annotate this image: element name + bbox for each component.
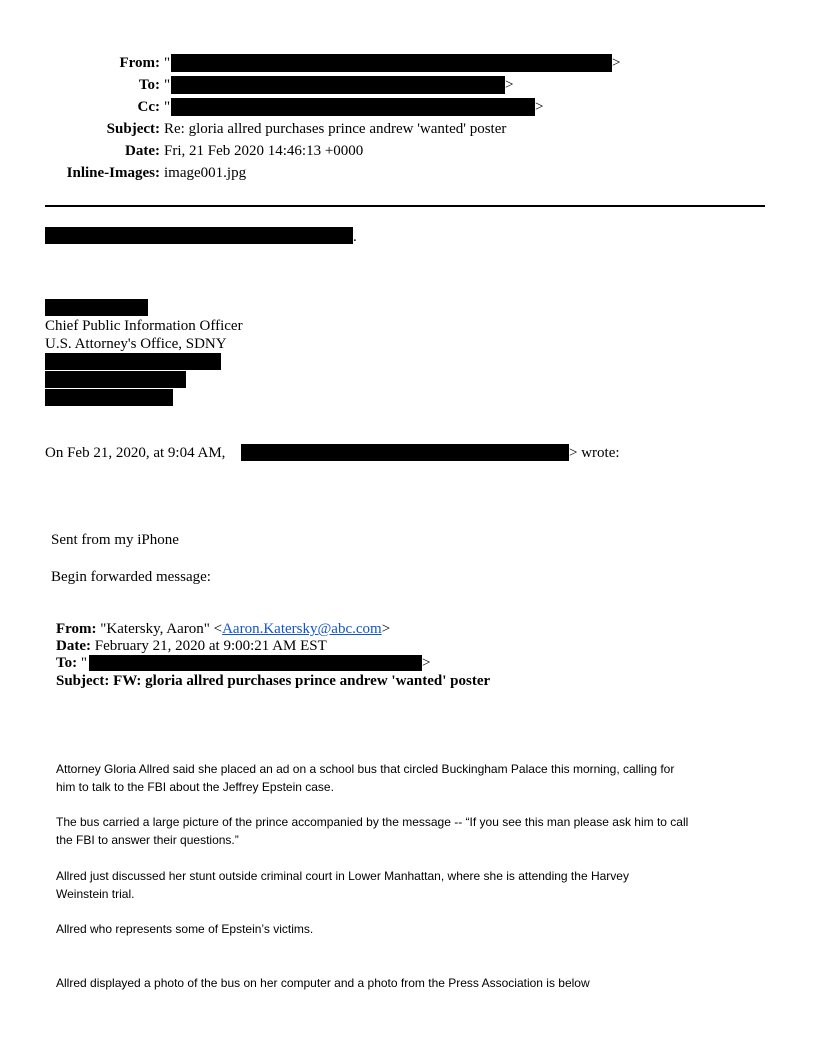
header-cc-suffix: >	[535, 99, 544, 115]
redaction-cc-address	[171, 98, 535, 116]
signature-title: Chief Public Information Officer	[45, 318, 243, 334]
body-paragraph-1-line-2: him to talk to the FBI about the Jeffrey Epstein case.	[56, 780, 334, 794]
header-subject-label: Subject:	[106, 121, 160, 137]
redaction-to-address	[171, 76, 505, 94]
header-to-prefix: "	[164, 77, 171, 93]
header-to-suffix: >	[505, 77, 514, 93]
header-from-label: From:	[119, 55, 160, 71]
header-cc-label: Cc:	[137, 99, 160, 115]
body-paragraph-3-line-1: Allred just discussed her stunt outside criminal court in Lower Manhattan, where she is attending the Harvey	[56, 869, 629, 883]
header-to-label: To:	[138, 77, 160, 93]
reply-line-period: .	[353, 229, 357, 245]
forwarded-to-suffix: >	[422, 655, 431, 671]
redaction-reply-line	[45, 227, 353, 244]
header-subject-row	[0, 119, 816, 139]
redaction-signature-line-1	[45, 353, 221, 370]
header-from-suffix: >	[612, 55, 621, 71]
header-from-row	[0, 53, 816, 73]
begin-forwarded-message: Begin forwarded message:	[51, 569, 211, 585]
body-paragraph-2-line-2: the FBI to answer their questions.”	[56, 833, 239, 847]
redaction-quoted-sender	[241, 444, 569, 461]
redaction-forwarded-to	[89, 655, 422, 671]
body-paragraph-4: Allred who represents some of Epstein’s victims.	[56, 922, 314, 936]
body-paragraph-1-line-1: Attorney Gloria Allred said she placed an ad on a school bus that circled Buckingham Palace this morning, calling for	[56, 762, 675, 776]
header-cc-prefix: "	[164, 99, 171, 115]
header-date-label: Date:	[125, 143, 160, 159]
body-paragraph-2-line-1: The bus carried a large picture of the prince accompanied by the message -- “If you see this man please ask him to call	[56, 815, 689, 829]
forwarded-from-name: "Katersky, Aaron" <	[100, 621, 223, 637]
quoted-intro-suffix: > wrote:	[569, 445, 620, 461]
redaction-from-address	[171, 54, 612, 72]
header-subject-value: Re: gloria allred purchases prince andrew 'wanted' poster	[164, 121, 507, 137]
forwarded-subject-label: Subject:	[56, 673, 110, 689]
redaction-signature-line-2	[45, 371, 186, 388]
body-paragraph-3-line-2: Weinstein trial.	[56, 887, 135, 901]
forwarded-to-label: To:	[56, 655, 78, 671]
forwarded-date-value: February 21, 2020 at 9:00:21 AM EST	[94, 638, 327, 654]
header-inline-images-row	[0, 163, 816, 183]
forwarded-from-row	[56, 620, 390, 638]
redaction-signature-line-3	[45, 389, 173, 406]
redaction-signature-name	[45, 299, 148, 316]
forwarded-to-prefix: "	[80, 655, 87, 671]
header-inline-images-value: image001.jpg	[164, 165, 247, 181]
forwarded-date-row	[56, 637, 327, 655]
forwarded-date-label: Date:	[56, 638, 91, 654]
header-divider	[45, 205, 765, 207]
header-from-prefix: "	[164, 55, 171, 71]
forwarded-from-close: >	[381, 621, 391, 637]
header-inline-images-label: Inline-Images:	[66, 165, 160, 181]
forwarded-subject-row	[56, 672, 490, 690]
header-to-row	[0, 75, 816, 95]
forwarded-from-email-link[interactable]: Aaron.Katersky@abc.com	[222, 621, 382, 637]
sent-from-iphone: Sent from my iPhone	[51, 532, 179, 548]
header-cc-row	[0, 97, 816, 117]
signature-office: U.S. Attorney's Office, SDNY	[45, 336, 227, 352]
header-date-row	[0, 141, 816, 161]
forwarded-from-label: From:	[56, 621, 97, 637]
header-date-value: Fri, 21 Feb 2020 14:46:13 +0000	[164, 143, 364, 159]
body-paragraph-5: Allred displayed a photo of the bus on her computer and a photo from the Press Association is below	[56, 976, 590, 990]
forwarded-subject-value: FW: gloria allred purchases prince andrew 'wanted' poster	[113, 673, 491, 689]
quoted-intro-prefix: On Feb 21, 2020, at 9:04 AM,	[45, 445, 226, 461]
